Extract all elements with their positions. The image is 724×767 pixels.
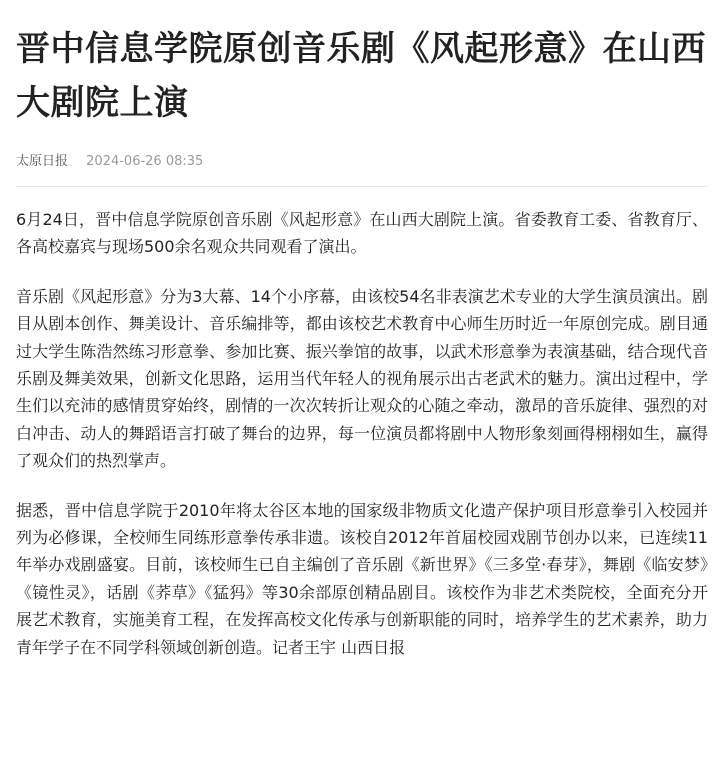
meta-divider: [16, 186, 708, 187]
article-meta: [16, 152, 708, 172]
paragraph-2: 音乐剧《风起形意》分为3大幕、14个小序幕，由该校54名非表演艺术专业的大学生演员演出。剧目从剧本创作、舞美设计、音乐编排等，都由该校艺术教育中心师生历时近一年原创完成。剧目通过大学生陈浩然练习形意拳、参加比赛、振兴拳馆的故事，以武术形意拳为表演基础，结合现代音乐剧及舞美效果，创新文化思路，运用当代年轻人的视角展示出古老武术的魅力。演出过程中，学生们以充沛的感情贯穿始终，剧情的一次次转折让观众的心随之牵动，激昂的音乐旋律、强烈的对白冲击、动人的舞蹈语言打破了舞台的边界，每一位演员都将剧中人物形象刻画得栩栩如生，赢得了观众们的热烈掌声。: [16, 286, 708, 471]
paragraph-1: 6月24日，晋中信息学院原创音乐剧《风起形意》在山西大剧院上演。省委教育工委、省教育厅、各高校嘉宾与现场500余名观众共同观看了演出。: [16, 210, 708, 257]
article-body: [16, 206, 708, 661]
paragraph-3: 据悉，晋中信息学院于2010年将太谷区本地的国家级非物质文化遗产保护项目形意拳引入校园并列为必修课，全校师生同练形意拳传承非遗。该校自2012年首届校园戏剧节创办以来，已连续11年举办戏剧盛宴。目前，该校师生已自主编创了音乐剧《新世界》《三多堂·春芽》，舞剧《临安梦》《镜性灵》，话剧《荞草》《猛犸》等30余部原创精品剧目。该校作为非艺术类院校，全面充分开展艺术教育，实施美育工程，在发挥高校文化传承与创新职能的同时，培养学生的艺术素养，助力青年学子在不同学科领域创新创造。记者王宇 山西日报: [16, 500, 708, 657]
article-time: 2024-06-26 08:35: [86, 154, 204, 169]
article-title: 晋中信息学院原创音乐剧《风起形意》在山西大剧院上演: [16, 29, 706, 123]
article-source[interactable]: 太原日报: [16, 154, 69, 169]
